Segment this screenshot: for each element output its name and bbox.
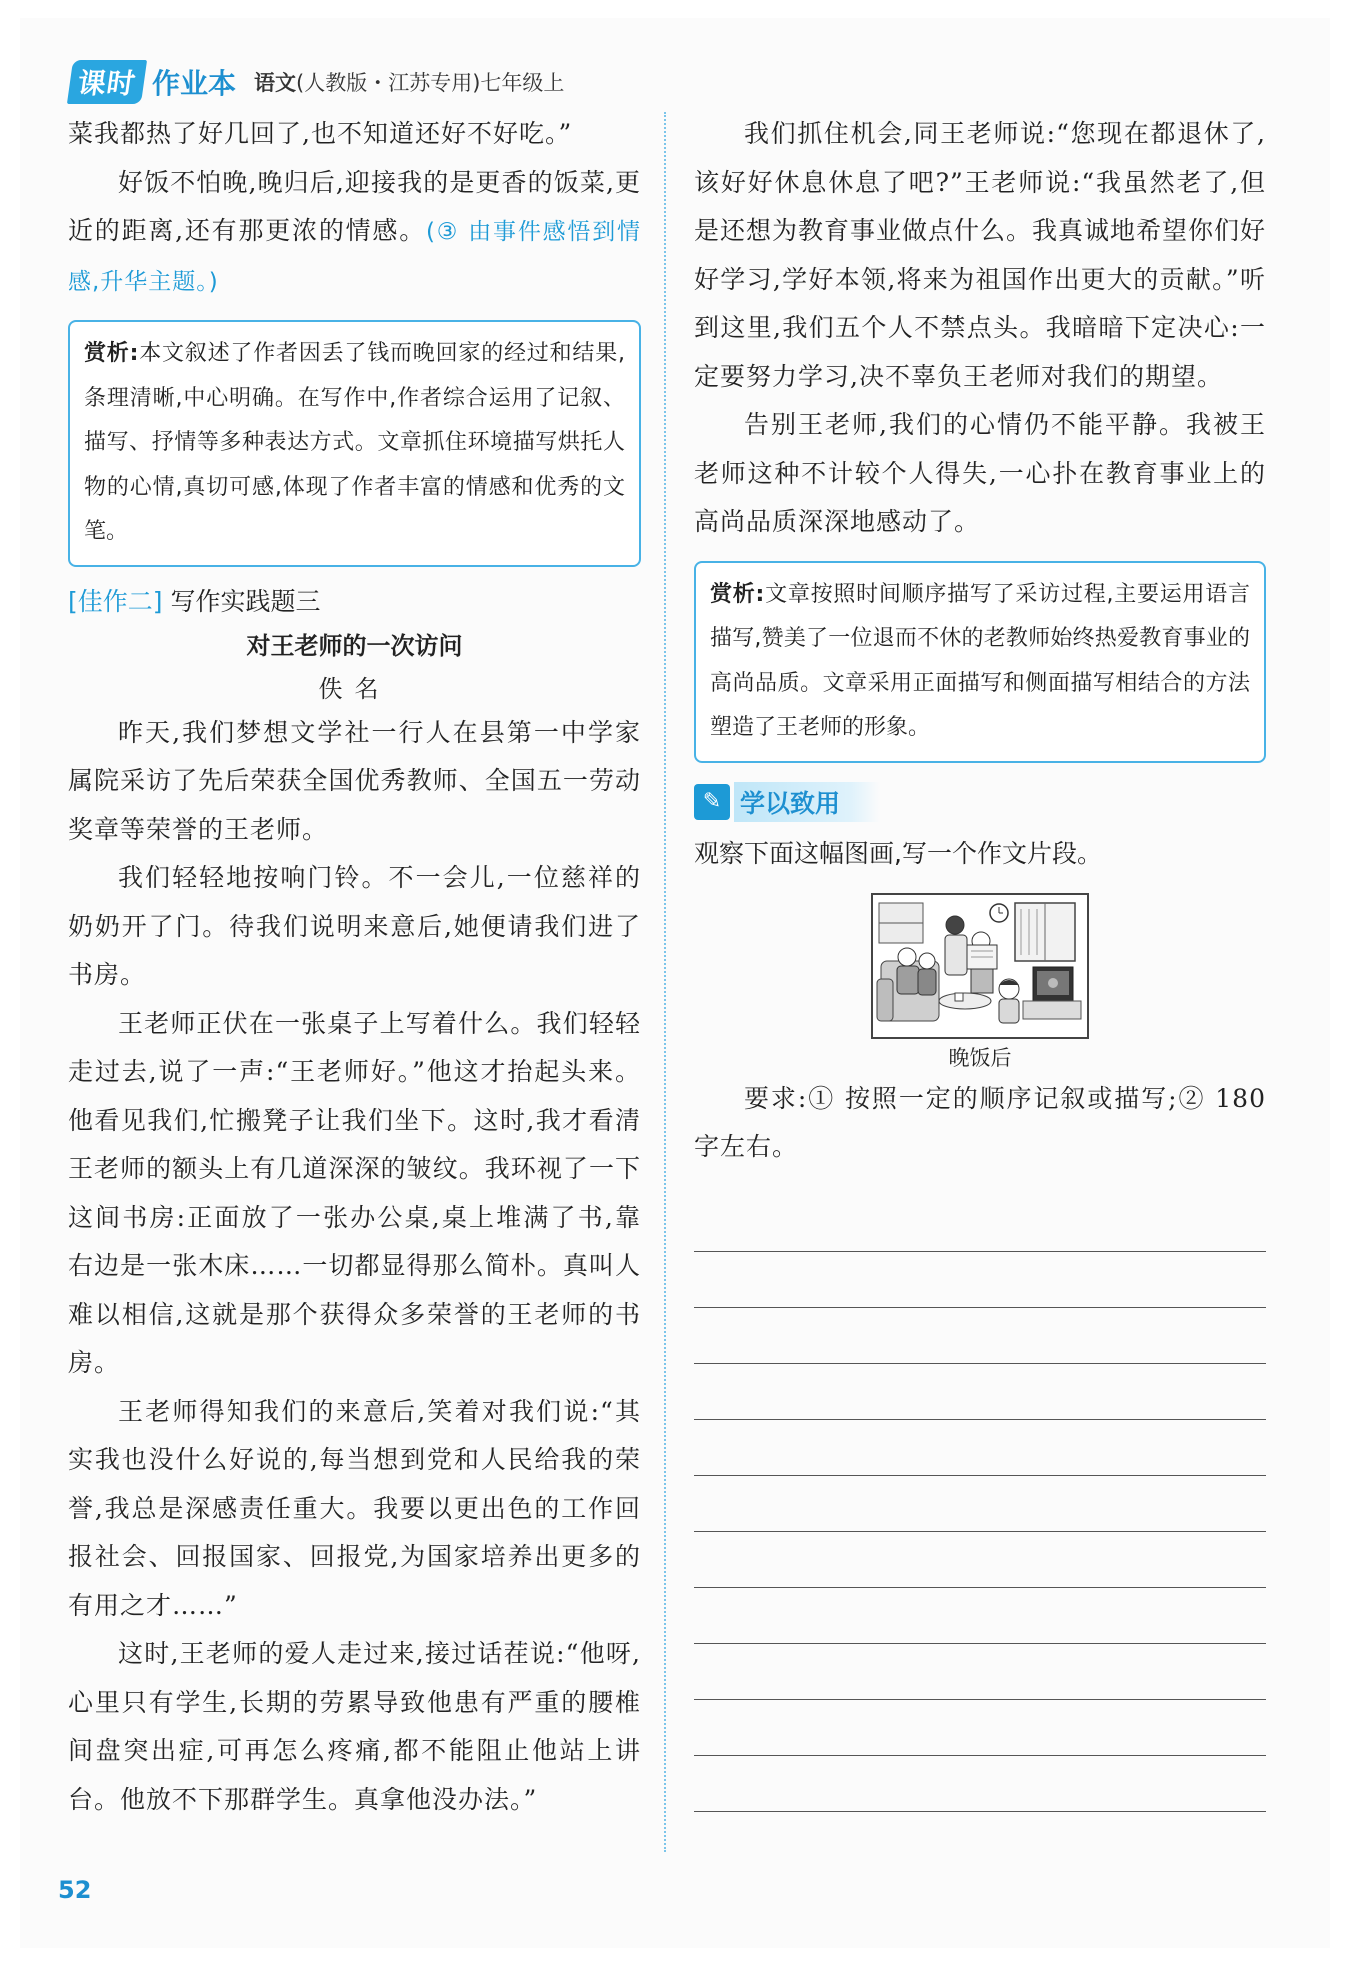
- essay-paragraph: 这时,王老师的爱人走过来,接过话茬说:“他呀,心里只有学生,长期的劳累导致他患有严重的腰椎间盘突出症,可再怎么疼痛,都不能阻止他站上讲台。他放不下那群学生。真拿他没办法。”: [68, 1639, 641, 1814]
- writing-line[interactable]: [694, 1532, 1266, 1588]
- illustration-caption: 晚饭后: [948, 1045, 1012, 1070]
- writing-line[interactable]: [694, 1588, 1266, 1644]
- subject-info: [254, 67, 564, 97]
- writing-line[interactable]: [694, 1308, 1266, 1364]
- essay-paragraph: 我们轻轻地按响门铃。不一会儿,一位慈祥的奶奶开了门。待我们说明来意后,她便请我们进了书房。: [68, 863, 641, 989]
- analysis-label: 赏析:: [710, 581, 765, 607]
- essay-author: 佚名: [318, 674, 391, 703]
- writing-line[interactable]: [694, 1476, 1266, 1532]
- essay-paragraph: 告别王老师,我们的心情仍不能平静。我被王老师这种不计较个人得失,一心扑在教育事业上的高尚品质深深地感动了。: [694, 410, 1266, 536]
- writing-line[interactable]: [694, 1252, 1266, 1308]
- requirement-text: 要求:① 按照一定的顺序记叙或描写;② 180 字左右。: [694, 1083, 1266, 1161]
- column-divider: [664, 112, 666, 1852]
- ending-paragraph: [68, 159, 641, 307]
- series-name: 作业本: [152, 67, 237, 100]
- writing-line[interactable]: [694, 1756, 1266, 1812]
- writing-line[interactable]: [694, 1644, 1266, 1700]
- essay-paragraph: 王老师得知我们的来意后,笑着对我们说:“其实我也没什么好说的,每当想到党和人民给我的荣誉,我总是深感责任重大。我要以更出色的工作回报社会、回报国家、回报党,为国家培养出更多的有用之才……”: [68, 1396, 641, 1620]
- section-heading: [68, 577, 641, 623]
- subject-name: 语文: [254, 71, 297, 95]
- series-logo: 课时: [67, 60, 147, 104]
- continued-paragraph: 菜我都热了好几回了,也不知道还好不好吃。”: [68, 119, 573, 148]
- family-evening-illustration: [871, 893, 1089, 1039]
- page-number: 52: [58, 1876, 92, 1904]
- essay-paragraph: 王老师正伏在一张桌子上写着什么。我们轻轻走过去,说了一声:“王老师好。”他这才抬起头来。他看见我们,忙搬凳子让我们坐下。这时,我才看清王老师的额头上有几道深深的皱纹。我环视了一下这间书房:正面放了一张办公桌,桌上堆满了书,靠右边是一张木床……一切都显得那么简朴。真叫人难以相信,这就是那个获得众多荣誉的王老师的书房。: [68, 1008, 641, 1377]
- essay-paragraph: 我们抓住机会,同王老师说:“您现在都退休了,该好好休息休息了吧?”王老师说:“我虽然老了,但是还想为教育事业做点什么。我真诚地希望你们好好学习,学好本领,将来为祖国作出更大的贡献。”听到这里,我们五个人不禁点头。我暗暗下定决心:一定要努力学习,决不辜负王老师对我们的期望。: [694, 119, 1267, 391]
- writing-line[interactable]: [694, 1196, 1266, 1252]
- section-tag: [佳作二]: [68, 586, 163, 616]
- writing-line[interactable]: [694, 1700, 1266, 1756]
- analysis-box-2: [694, 561, 1266, 763]
- edition-info: (人教版・江苏专用)七年级上: [296, 71, 565, 95]
- analysis-box-1: [68, 320, 641, 567]
- book-header: [70, 62, 564, 102]
- writing-line[interactable]: [694, 1420, 1266, 1476]
- essay-title: 对王老师的一次访问: [246, 631, 463, 660]
- section-title: 写作实践题三: [170, 586, 321, 616]
- essay-paragraph: 昨天,我们梦想文学社一行人在县第一中学家属院采访了先后荣获全国优秀教师、全国五一劳动奖章等荣誉的王老师。: [68, 717, 641, 844]
- ending-text: 好饭不怕晚,晚归后,迎接我的是更香的饭菜,更近的距离,还有那更浓的情感。: [68, 167, 641, 245]
- right-column: [694, 110, 1266, 1812]
- illustration-drawing: [873, 895, 1087, 1037]
- practice-instruction: 观察下面这幅图画,写一个作文片段。: [694, 838, 1102, 868]
- practice-label: 学以致用: [734, 782, 880, 822]
- writing-line[interactable]: [694, 1364, 1266, 1420]
- left-column: [68, 110, 641, 1824]
- analysis-label: 赏析:: [84, 341, 139, 366]
- analysis-text: 本文叙述了作者因丢了钱而晚回家的经过和结果,条理清晰,中心明确。在写作中,作者综合运用了记叙、描写、抒情等多种表达方式。文章抓住环境描写烘托人物的心情,真切可感,体现了作者丰富的情感和优秀的文笔。: [84, 341, 625, 544]
- ending-note: (③ 由事件感悟到情感,升华主题。): [68, 219, 642, 295]
- practice-heading: [694, 781, 1266, 823]
- writing-area[interactable]: [694, 1196, 1266, 1812]
- pencil-icon: ✎: [694, 784, 730, 820]
- analysis-text: 文章按照时间顺序描写了采访过程,主要运用语言描写,赞美了一位退而不休的老教师始终热爱教育事业的高尚品质。文章采用正面描写和侧面描写相结合的方法塑造了王老师的形象。: [710, 581, 1250, 740]
